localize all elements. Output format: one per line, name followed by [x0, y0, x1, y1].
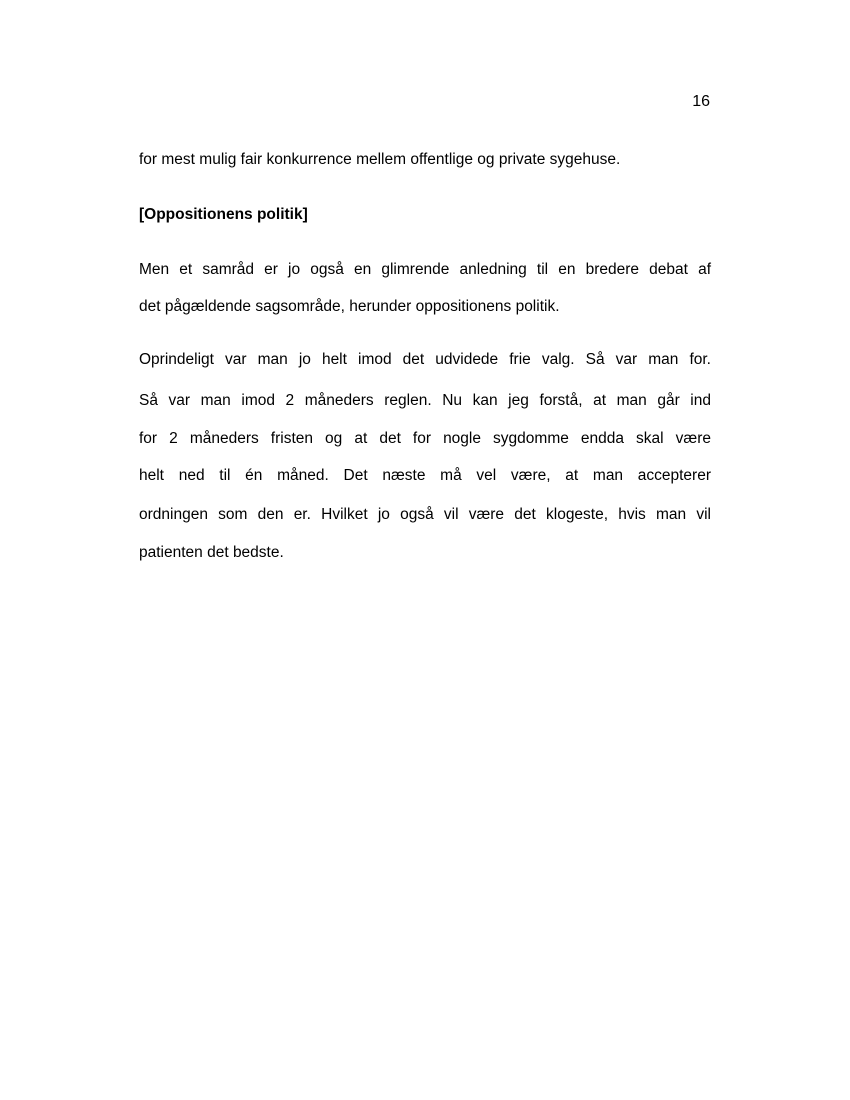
- paragraph2-line: Oprindeligt var man jo helt imod det udvidede frie valg. Så var man for.: [139, 351, 711, 368]
- page-number: 16: [692, 93, 710, 110]
- paragraph2-line: patienten det bedste.: [139, 544, 284, 561]
- paragraph2-line: ordningen som den er. Hvilket jo også vil være det klogeste, hvis man vil: [139, 506, 711, 523]
- paragraph2-line: for 2 måneders fristen og at det for nogle sygdomme endda skal være: [139, 430, 711, 447]
- paragraph2-line: helt ned til én måned. Det næste må vel være, at man accepterer: [139, 467, 711, 484]
- paragraph2-line: Så var man imod 2 måneders reglen. Nu kan jeg forstå, at man går ind: [139, 392, 711, 409]
- paragraph1-line: det pågældende sagsområde, herunder oppositionens politik.: [139, 298, 560, 315]
- section-heading: [Oppositionens politik]: [139, 206, 308, 223]
- intro-line: for mest mulig fair konkurrence mellem offentlige og private sygehuse.: [139, 151, 621, 168]
- paragraph1-line: Men et samråd er jo også en glimrende anledning til en bredere debat af: [139, 261, 711, 278]
